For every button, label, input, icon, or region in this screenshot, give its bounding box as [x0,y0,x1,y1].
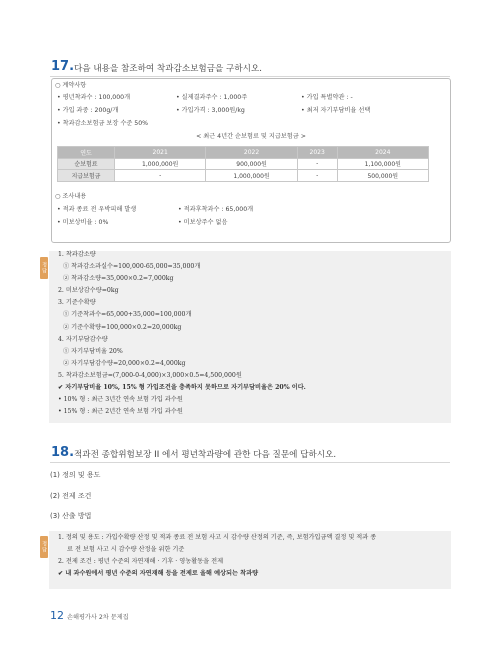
table-row [58,170,429,182]
table-cell: - [297,170,337,182]
question-18-text: 적과전 종합위험보장 II 에서 평년착과량에 관한 다음 질문에 답하시오. [74,450,337,460]
question-17-text: 다음 내용을 참조하여 착과감소보험금을 구하시오. [74,64,262,74]
table-cell: - [115,170,206,182]
answer-line: ② 기준수확량=100,000×0.2=20,000kg [63,323,182,331]
premium-claim-table [57,146,429,182]
answer-line: 료 전 보험 사고 시 감수량 산정을 위한 기준 [67,546,185,554]
table-cell: - [297,158,337,170]
answer-line: 5. 착과감소보험금=(7,000-0-4,000)×3,000×0.5=4,500,000원 [58,371,242,379]
table-title: < 최근 4년간 순보험료 및 지급보험금 > [196,133,306,140]
table-header-row [58,147,429,159]
answer-line: • 10% 형 : 최근 3년간 연속 보험 가입 과수원 [58,396,183,404]
question-17-number: 17. [51,59,75,74]
page-number: 12 [50,609,64,622]
answer-line: ① 기준착과수=65,000+35,000=100,000개 [63,311,192,319]
answer-note: ✔ 자기부담비율 10%, 15% 형 가입조건을 충족하지 못하므로 자기부담비율은 20% 이다. [58,384,306,392]
table-header-cell: 2024 [337,147,428,159]
answer-line: ① 자기부담비율 20% [63,347,123,355]
answer-2-content [58,532,376,580]
table-cell: 500,000원 [337,170,428,182]
contract-item: • 평년착과수 : 100,000개 [57,94,131,101]
table-row-header: 순보험료 [58,158,115,170]
survey-item: • 미보상주수 없음 [178,219,228,226]
contract-label: ○ 계약사항 [55,82,87,89]
answer-line: ① 착과감소과실수=100,000-65,000=35,000개 [63,263,201,271]
question-18-number: 18. [51,445,75,460]
answer-line: ② 착과감소량=35,000×0.2=7,000kg [63,275,174,283]
table-header-cell: 연도 [58,147,115,159]
table-header-cell: 2022 [206,147,297,159]
table-header-cell: 2021 [115,147,206,159]
contract-item: • 가입가격 : 3,000원/kg [176,107,245,114]
table-row-header: 지급보험금 [58,170,115,182]
answer-1-content [58,249,306,418]
contract-item: • 가입 특별약관 : - [301,94,353,101]
answer-line: 1. 정의 및 용도 : 가입수확량 산정 및 적과 종료 전 보험 사고 시 감수량 산정의 기준, 즉, 보험가입금액 결정 및 적과 종 [58,534,377,541]
divider [50,76,450,77]
answer-tag: 정답 [40,536,48,558]
contract-item: • 가입 과중 : 200g/개 [57,107,119,114]
survey-item: • 미보상비율 : 0% [57,219,109,226]
answer-line: 4. 자기부담감수량 [58,335,108,343]
question-17-info-box [51,78,451,243]
question-18-item: (3) 산출 방법 [50,512,92,520]
question-18-item: (2) 전제 조건 [50,492,92,500]
table-cell: 1,100,000원 [337,158,428,170]
survey-label: ○ 조사내용 [55,193,87,200]
footer-title: 손해평가사 2차 문제집 [67,614,129,621]
divider [50,462,450,463]
answer-line: ② 자기부담감수량=20,000×0.2=4,000kg [63,359,186,367]
table-header-cell: 2023 [297,147,337,159]
answer-line: 1. 착과감소량 [58,251,96,258]
table-cell: 1,000,000원 [115,158,206,170]
contract-item: • 착과감소보험금 보장 수준 50% [57,120,149,127]
answer-line: • 15% 형 : 최근 2년간 연속 보험 가입 과수원 [58,408,183,416]
answer-note: ✔ 내 과수원에서 평년 수준의 자연재해 등을 전제로 올해 예상되는 착과량 [58,570,259,578]
answer-line: 2. 미보상감수량=0kg [58,287,119,295]
answer-line: 2. 전제 조건 : 평년 수준의 자연재해 · 기후 · 영농활동을 전제 [58,558,224,566]
table-cell: 900,000원 [206,158,297,170]
table-row [58,158,429,170]
survey-item: • 적과 종료 전 우박피해 발생 [57,206,137,213]
contract-item: • 실제결과주수 : 1,000주 [176,94,248,101]
question-18-item: (1) 정의 및 용도 [50,471,101,479]
contract-item: • 최저 자기부담비율 선택 [301,107,371,114]
table-cell: 1,000,000원 [206,170,297,182]
answer-line: 3. 기준수확량 [58,299,96,307]
answer-tag: 정답 [40,257,48,279]
survey-item: • 적과후착과수 : 65,000개 [178,206,254,213]
